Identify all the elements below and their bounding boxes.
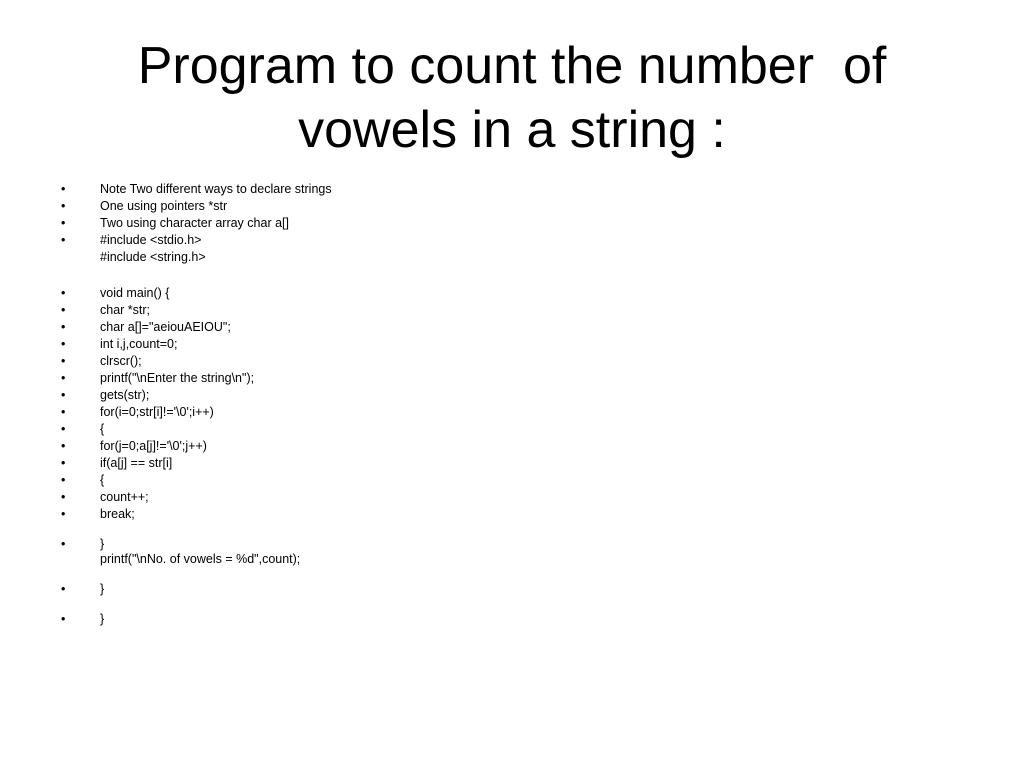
list-item-text: void main() {	[100, 286, 170, 300]
list-item-text: break;	[100, 507, 135, 521]
list-item	[58, 473, 332, 488]
list-item-text: int i,j,count=0;	[100, 337, 178, 351]
list-item-text: for(i=0;str[i]!='\0';i++)	[100, 405, 214, 419]
list-item	[58, 233, 332, 265]
bullet-icon: •	[61, 537, 66, 551]
bullet-icon: •	[61, 582, 66, 596]
list-item-text: if(a[j] == str[i]	[100, 456, 173, 470]
bullet-icon: •	[61, 286, 66, 300]
list-item	[58, 507, 332, 522]
bullet-icon: •	[61, 371, 66, 385]
list-item-text: Note Two different ways to declare strings	[100, 182, 332, 196]
slide-title	[0, 34, 1024, 162]
list-item	[58, 582, 332, 597]
list-item-text: char a[]="aeiouAEIOU";	[100, 320, 231, 334]
list-item-text: #include <stdio.h>	[100, 233, 202, 247]
list-item	[58, 612, 332, 627]
bullet-icon: •	[61, 216, 66, 230]
list-item-text: gets(str);	[100, 388, 150, 402]
list-item	[58, 199, 332, 214]
list-item	[58, 537, 332, 567]
list-item	[58, 456, 332, 471]
list-item	[58, 303, 332, 318]
list-item	[58, 182, 332, 197]
list-item	[58, 337, 332, 352]
bullet-icon: •	[61, 507, 66, 521]
list-item	[58, 320, 332, 335]
bullet-icon: •	[61, 405, 66, 419]
list-item-text: clrscr();	[100, 354, 142, 368]
list-item-text: count++;	[100, 490, 149, 504]
bullet-icon: •	[61, 388, 66, 402]
list-item-text: One using pointers *str	[100, 199, 228, 213]
bullet-icon: •	[61, 422, 66, 436]
bullet-icon: •	[61, 612, 66, 626]
list-item	[58, 422, 332, 437]
list-item	[58, 405, 332, 420]
bullet-icon: •	[61, 354, 66, 368]
list-item-text: {	[100, 473, 105, 487]
list-spacer	[58, 267, 332, 286]
bullet-icon: •	[61, 182, 66, 196]
list-item-text: }	[100, 582, 105, 596]
list-item-text: Two using character array char a[]	[100, 216, 289, 230]
bullet-icon: •	[61, 490, 66, 504]
bullet-icon: •	[61, 320, 66, 334]
list-item-text: }	[100, 537, 105, 551]
title-line-2: vowels in a string :	[298, 101, 726, 159]
list-item-text: printf("\nNo. of vowels = %d",count);	[100, 552, 301, 566]
bullet-icon: •	[61, 199, 66, 213]
list-item-text: {	[100, 422, 105, 436]
list-item-text: }	[100, 612, 105, 626]
list-item	[58, 439, 332, 454]
list-item-text: printf("\nEnter the string\n");	[100, 371, 255, 385]
list-item	[58, 286, 332, 301]
title-line-1: Program to count the number of	[137, 37, 887, 95]
list-item-text: char *str;	[100, 303, 151, 317]
list-item-text: for(j=0;a[j]!='\0';j++)	[100, 439, 207, 453]
list-item	[58, 388, 332, 403]
bullet-icon: •	[61, 456, 66, 470]
list-item	[58, 216, 332, 231]
bullet-icon: •	[61, 303, 66, 317]
bullet-icon: •	[61, 233, 66, 247]
bullet-icon: •	[61, 439, 66, 453]
list-item	[58, 354, 332, 369]
bullet-icon: •	[61, 473, 66, 487]
list-item-text: #include <string.h>	[100, 250, 206, 264]
bullet-icon: •	[61, 337, 66, 351]
list-item	[58, 490, 332, 505]
list-item	[58, 371, 332, 386]
bullet-list	[58, 182, 332, 629]
